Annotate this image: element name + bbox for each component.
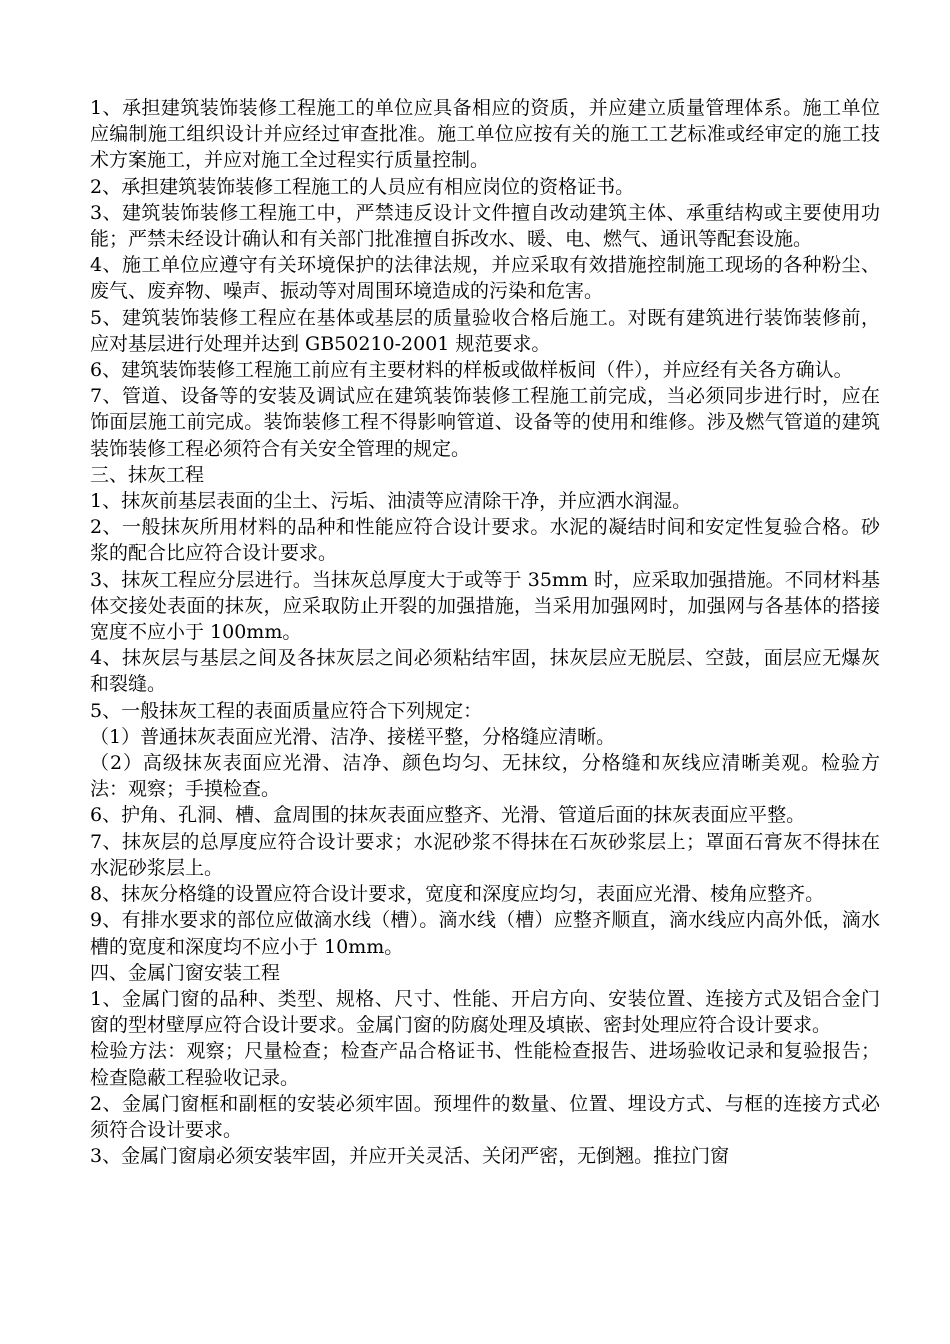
paragraph-plaster-5-2: （2）高级抹灰表面应光滑、洁净、颜色均匀、无抹纹，分格缝和灰线应清晰美观。检验方法：观察；手摸检查。 xyxy=(90,752,880,801)
paragraph-7: 7、管道、设备等的安装及调试应在建筑装饰装修工程施工前完成，当必须同步进行时，应在饰面层施工前完成。装饰装修工程不得影响管道、设备等的使用和维修。涉及燃气管道的建筑装饰装修工程必须符合有关安全管理的规定。 xyxy=(90,385,880,460)
paragraph-plaster-8: 8、抹灰分格缝的设置应符合设计要求，宽度和深度应均匀，表面应光滑、棱角应整齐。 xyxy=(90,883,825,906)
paragraph-4: 4、施工单位应遵守有关环境保护的法律法规，并应采取有效措施控制施工现场的各种粉尘、废气、废弃物、噪声、振动等对周围环境造成的污染和危害。 xyxy=(90,254,880,303)
paragraph-plaster-5-1: （1）普通抹灰表面应光滑、洁净、接槎平整，分格缝应清晰。 xyxy=(90,725,616,748)
paragraph-plaster-6: 6、护角、孔洞、槽、盒周围的抹灰表面应整齐、光滑、管道后面的抹灰表面应平整。 xyxy=(90,804,806,827)
paragraph-2: 2、承担建筑装饰装修工程施工的人员应有相应岗位的资格证书。 xyxy=(90,175,635,198)
paragraph-metal-1: 1、金属门窗的品种、类型、规格、尺寸、性能、开启方向、安装位置、连接方式及铝合金门窗的型材壁厚应符合设计要求。金属门窗的防腐处理及填嵌、密封处理应符合设计要求。 xyxy=(90,987,880,1037)
paragraph-3: 3、建筑装饰装修工程施工中，严禁违反设计文件擅自改动建筑主体、承重结构或主要使用功能；严禁未经设计确认和有关部门批准擅自拆改水、暖、电、燃气、通讯等配套设施。 xyxy=(90,201,880,251)
paragraph-6: 6、建筑装饰装修工程施工前应有主要材料的样板或做样板间（件），并应经有关各方确认。 xyxy=(90,359,853,382)
paragraph-plaster-2: 2、一般抹灰所用材料的品种和性能应符合设计要求。水泥的凝结时间和安定性复验合格。砂浆的配合比应符合设计要求。 xyxy=(90,516,880,565)
paragraph-plaster-4: 4、抹灰层与基层之间及各抹灰层之间必须粘结牢固，抹灰层应无脱层、空鼓，面层应无爆灰和裂缝。 xyxy=(90,647,880,696)
paragraph-plaster-3: 3、抹灰工程应分层进行。当抹灰总厚度大于或等于 35mm 时，应采取加强措施。不同材料基体交接处表面的抹灰，应采取防止开裂的加强措施，当采用加强网时，加强网与各基体的搭接宽度不应小于 100mm。 xyxy=(90,568,880,644)
paragraph-5: 5、建筑装饰装修工程应在基体或基层的质量验收合格后施工。对既有建筑进行装饰装修前，应对基层进行处理并达到 GB50210-2001 规范要求。 xyxy=(90,306,880,355)
document-page xyxy=(90,95,880,1169)
paragraph-plaster-1: 1、抹灰前基层表面的尘土、污垢、油渍等应清除干净，并应洒水润湿。 xyxy=(90,490,692,513)
paragraph-metal-3: 3、金属门窗扇必须安装牢固，并应开关灵活、关闭严密，无倒翘。推拉门窗 xyxy=(90,1145,730,1168)
paragraph-1: 1、承担建筑装饰装修工程施工的单位应具备相应的资质，并应建立质量管理体系。施工单位应编制施工组织设计并应经过审查批准。施工单位应按有关的施工工艺标准或经审定的施工技术方案施工，并应对施工全过程实行质量控制。 xyxy=(90,97,880,172)
section-heading-metal-windows: 四、金属门窗安装工程 xyxy=(90,961,281,984)
paragraph-metal-2: 2、金属门窗框和副框的安装必须牢固。预埋件的数量、位置、埋设方式、与框的连接方式必须符合设计要求。 xyxy=(90,1092,880,1141)
paragraph-plaster-9: 9、有排水要求的部位应做滴水线（槽）。滴水线（槽）应整齐顺直，滴水线应内高外低，滴水槽的宽度和深度均不应小于 10mm。 xyxy=(90,909,880,958)
paragraph-plaster-5: 5、一般抹灰工程的表面质量应符合下列规定： xyxy=(90,699,483,722)
paragraph-metal-inspection: 检验方法：观察；尺量检查；检查产品合格证书、性能检查报告、进场验收记录和复验报告；检查隐蔽工程验收记录。 xyxy=(90,1040,880,1089)
section-heading-plastering: 三、抹灰工程 xyxy=(90,463,205,486)
paragraph-plaster-7: 7、抹灰层的总厚度应符合设计要求；水泥砂浆不得抹在石灰砂浆层上；罩面石膏灰不得抹在水泥砂浆层上。 xyxy=(90,830,880,879)
